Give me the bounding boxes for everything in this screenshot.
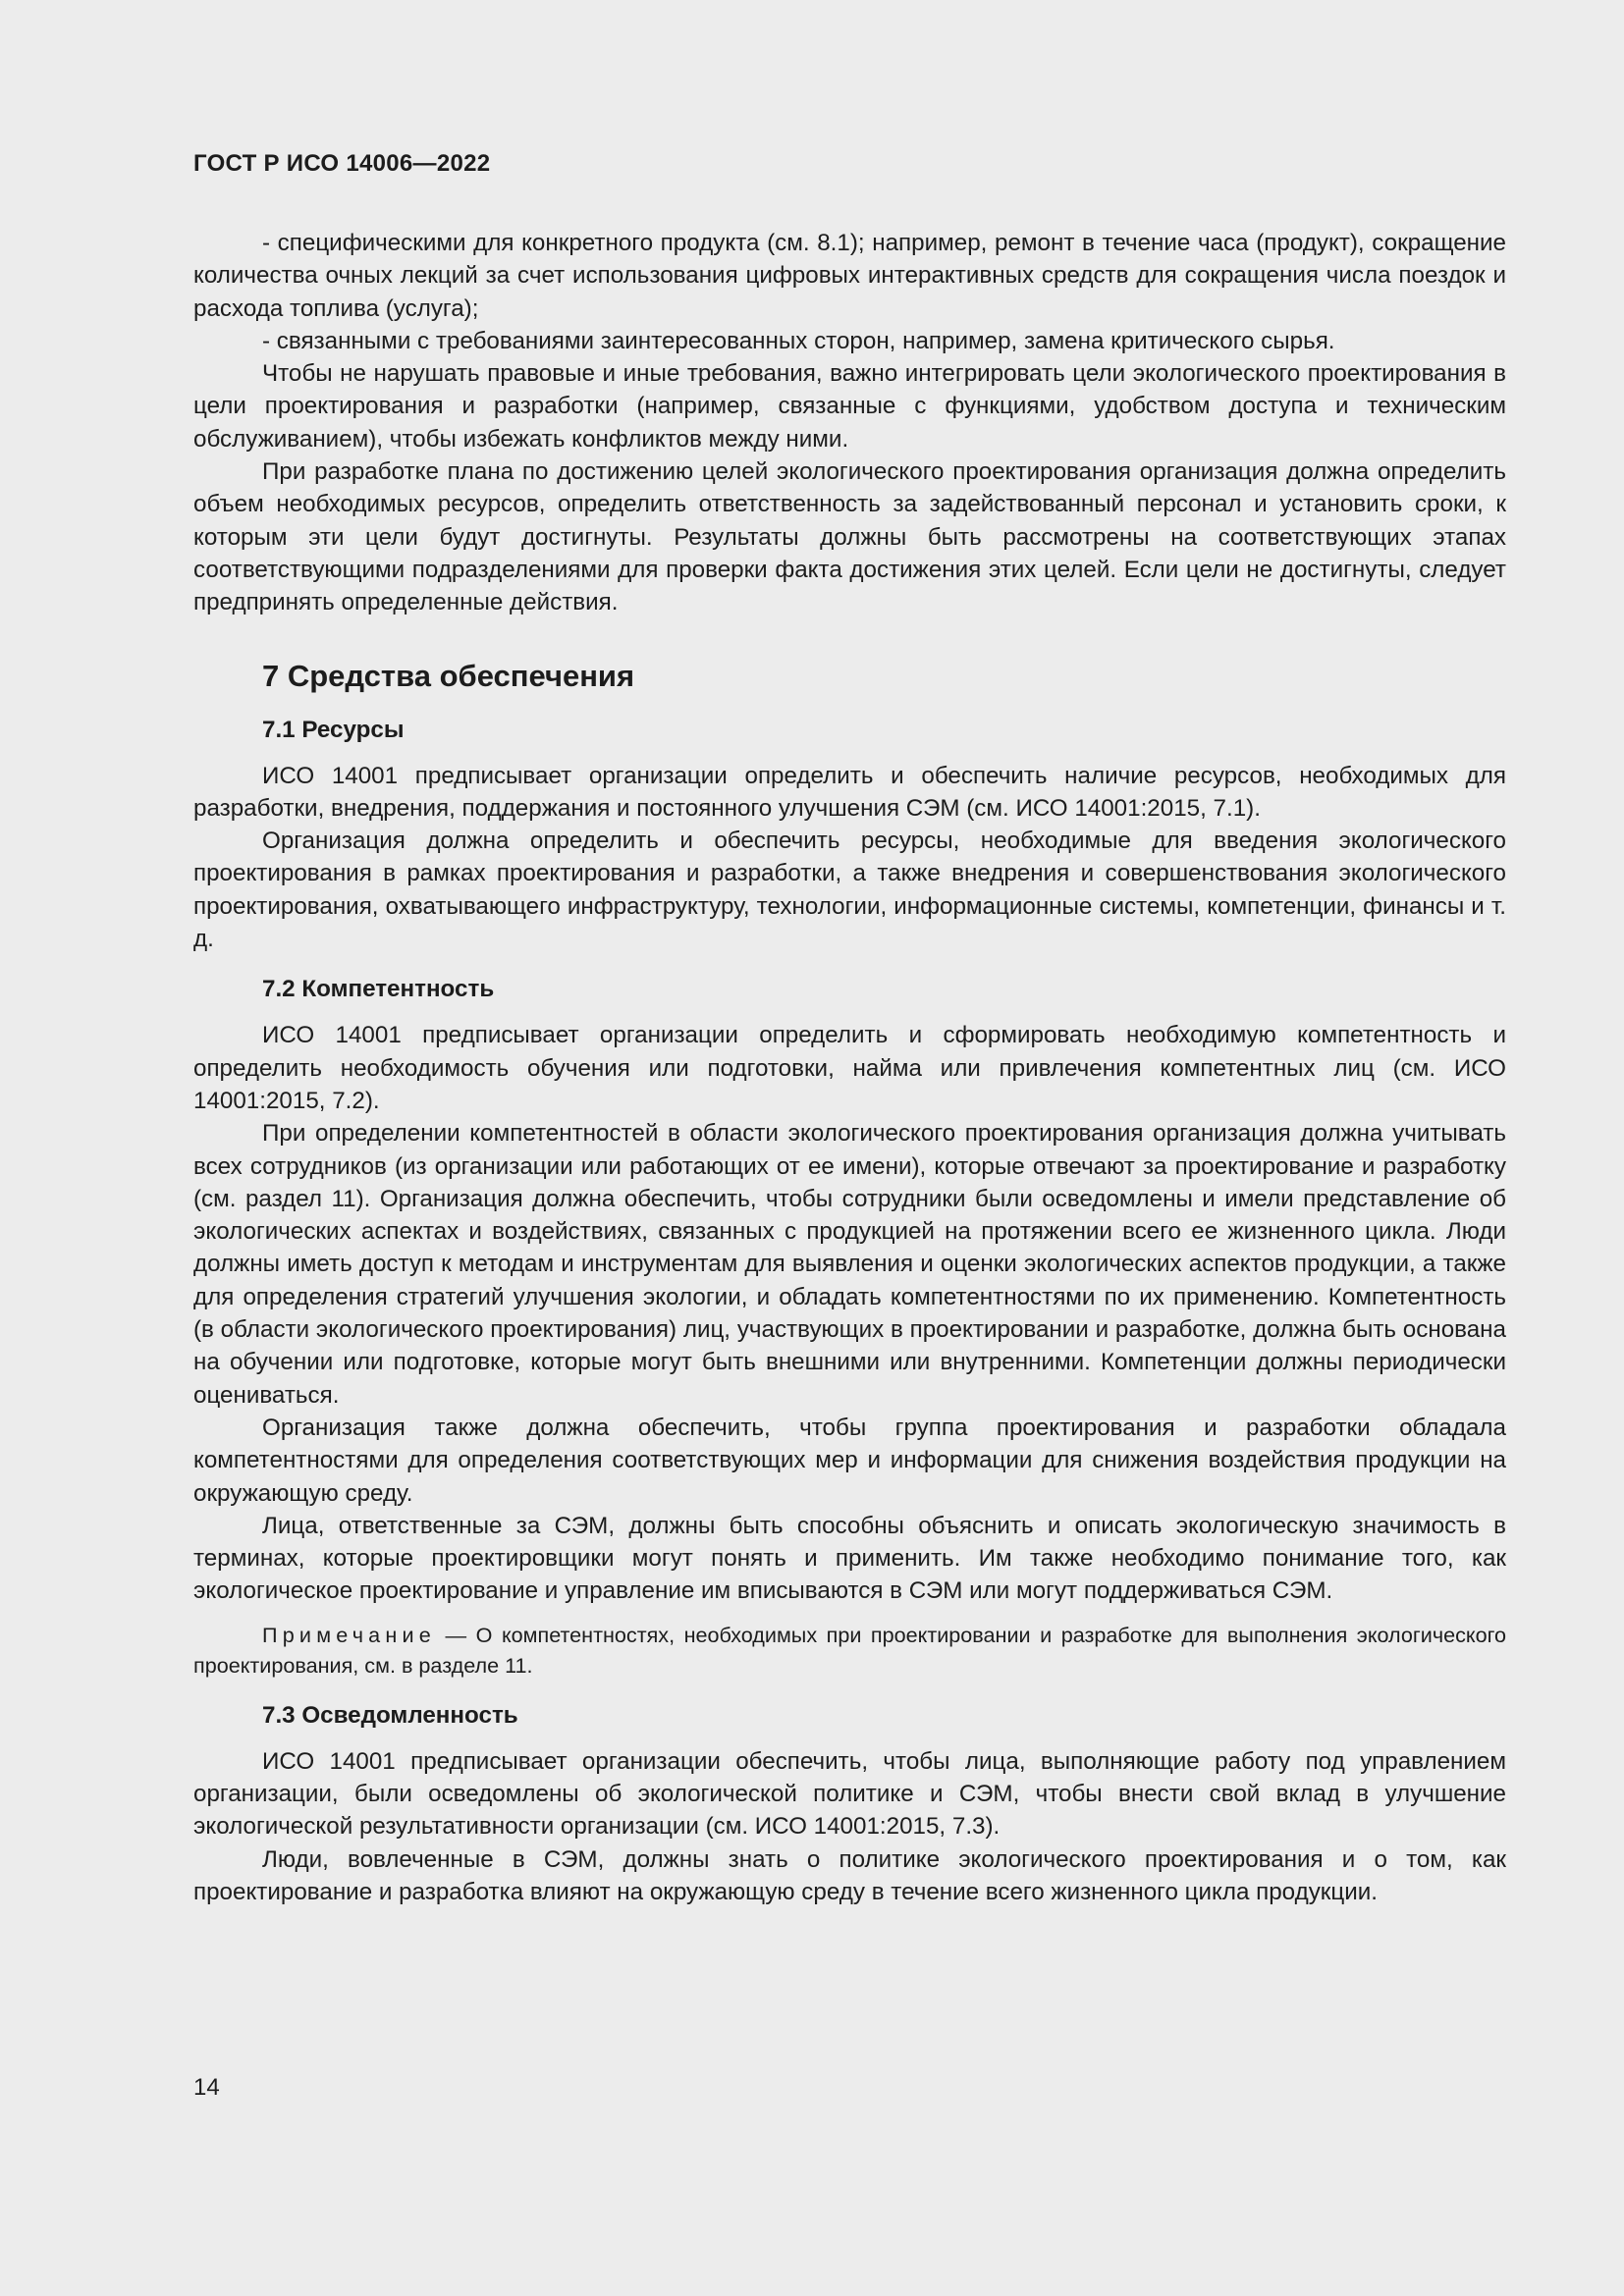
intro-list-item-stakeholders: - связанными с требованиями заинтересованных сторон, например, замена критического сырья. — [262, 327, 1335, 354]
section-7-heading: 7 Средства обеспечения — [262, 658, 635, 693]
section-7-1-paragraph: Организация должна определить и обеспечить ресурсы, необходимые для введения экологического проектирования в рамках проектирования и разработки, а также внедрения и совершенствования экологического проектирования, охватывающего инфраструктуру, технологии, информационные системы, компетенции, финансы и т. д. — [193, 828, 1506, 953]
document-header: ГОСТ Р ИСО 14006—2022 — [193, 150, 491, 177]
section-7-1-heading: 7.1 Ресурсы — [262, 716, 405, 743]
intro-paragraph-planning: При разработке плана по достижению целей экологического проектирования организация должна определить объем необходимых ресурсов, определить ответственность за задействованный персонал и установить сроки, к которым эти цели будут достигнуты. Результаты должны быть рассмотрены на соответствующих этапах соответствующими подразделениями для проверки факта достижения этих целей. Если цели не достигнуты, следует предпринять определенные действия. — [193, 458, 1506, 616]
note-text: — О компетентностях, необходимых при проектировании и разработке для выполнения экологического проектирования, см. в разделе 11. — [193, 1622, 1506, 1679]
section-7-2-paragraph: При определении компетентностей в области экологического проектирования организация должна учитывать всех сотрудников (из организации или работающих от ее имени), которые отвечают за проектирование и разработку (см. раздел 11). Организация должна обеспечить, чтобы сотрудники были осведомлены и имели представление об экологических аспектах и воздействиях, связанных с продукцией на протяжении всего ее жизненного цикла. Люди должны иметь доступ к методам и инструментам для выявления и оценки экологических аспектов продукции, а также для определения стратегий улучшения экологии, и обладать компетентностями по их применению. Компетентность (в области экологического проектирования) лиц, участвующих в проектировании и разработке, должна быть основана на обучении или подготовке, которые могут быть внешними или внутренними. Компетенции должны периодически оцениваться. — [193, 1120, 1506, 1409]
note-label: Примечание — [262, 1622, 436, 1647]
section-7-2-paragraph: ИСО 14001 предписывает организации определить и сформировать необходимую компетентность и определить необходимость обучения или подготовки, найма или привлечения компетентных лиц (см. ИСО 14001:2015, 7.2). — [193, 1022, 1506, 1114]
section-7-2-paragraph: Лица, ответственные за СЭМ, должны быть способны объяснить и описать экологическую значимость в терминах, которые проектировщики могут понять и применить. Им также необходимо понимание того, как экологическое проектирование и управление им вписываются в СЭМ или могут поддерживаться СЭМ. — [193, 1512, 1506, 1605]
page-number: 14 — [193, 2074, 220, 2101]
section-7-2-paragraph: Организация также должна обеспечить, чтобы группа проектирования и разработки обладала компетентностями для определения соответствующих мер и информации для снижения воздействия продукции на окружающую среду. — [193, 1414, 1506, 1507]
section-7-2-heading: 7.2 Компетентность — [262, 976, 495, 1003]
section-7-2-note — [193, 1620, 1506, 1682]
intro-list-item-product: - специфическими для конкретного продукта (см. 8.1); например, ремонт в течение часа (продукт), сокращение количества очных лекций за счет использования цифровых интерактивных средств для сокращения числа поездок и расхода топлива (услуга); — [193, 230, 1506, 322]
document-body — [193, 227, 1506, 1908]
section-7-3-paragraph: ИСО 14001 предписывает организации обеспечить, чтобы лица, выполняющие работу под управлением организации, были осведомлены об экологической политике и СЭМ, чтобы внести свой вклад в улучшение экологической результативности организации (см. ИСО 14001:2015, 7.3). — [193, 1747, 1506, 1841]
intro-paragraph-integration: Чтобы не нарушать правовые и иные требования, важно интегрировать цели экологического проектирования в цели проектирования и разработки (например, связанные с функциями, удобством доступа и техническим обслуживанием), чтобы избежать конфликтов между ними. — [193, 360, 1506, 453]
section-7-3-paragraph: Люди, вовлеченные в СЭМ, должны знать о политике экологического проектирования и о том, как проектирование и разработка влияют на окружающую среду в течение всего жизненного цикла продукции. — [193, 1845, 1506, 1905]
section-7-3-heading: 7.3 Осведомленность — [262, 1701, 518, 1729]
section-7-1-paragraph: ИСО 14001 предписывает организации определить и обеспечить наличие ресурсов, необходимых для разработки, внедрения, поддержания и постоянного улучшения СЭМ (см. ИСО 14001:2015, 7.1). — [193, 762, 1506, 822]
